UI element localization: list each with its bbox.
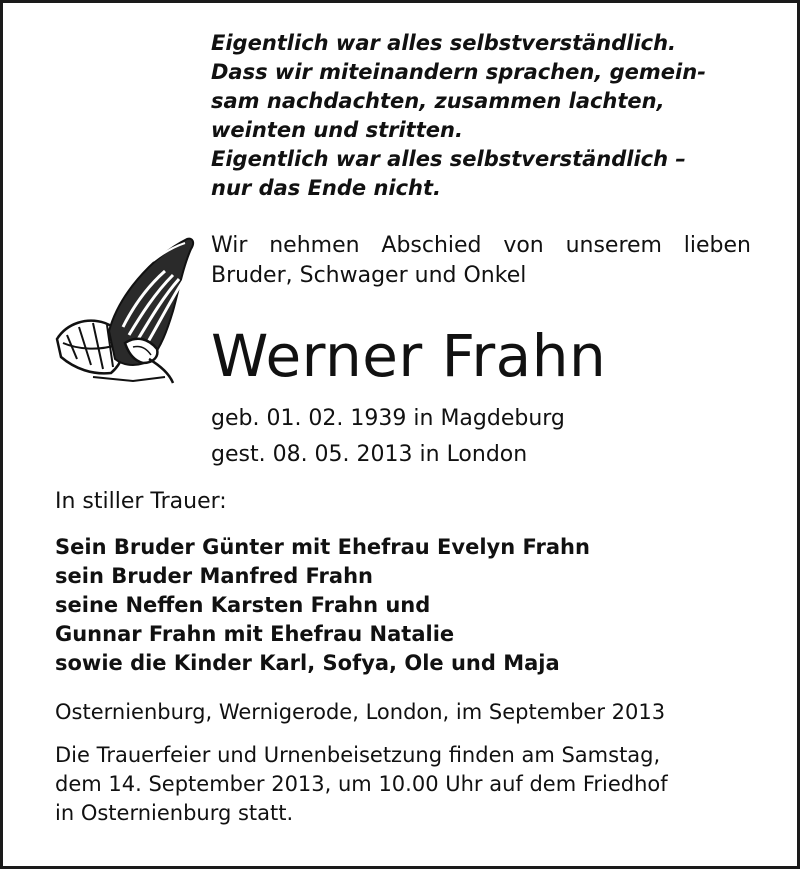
funeral-info	[55, 741, 755, 828]
funeral-line: Die Trauerfeier und Urnenbeisetzung finden am Samstag,	[55, 743, 661, 767]
poem-line: sam nachdachten, zusammen lachten,	[211, 89, 665, 113]
funeral-line: in Osternienburg statt.	[55, 801, 294, 825]
mourner-line: sowie die Kinder Karl, Sofya, Ole und Maja	[55, 651, 560, 675]
mourning-label: In stiller Trauer:	[55, 489, 227, 514]
praying-hands-icon	[53, 231, 203, 391]
place-date: Osternienburg, Wernigerode, London, im September 2013	[55, 700, 666, 724]
mourner-line: Gunnar Frahn mit Ehefrau Natalie	[55, 622, 455, 646]
life-dates	[211, 401, 565, 473]
mourner-line: seine Neffen Karsten Frahn und	[55, 593, 431, 617]
deceased-name: Werner Frahn	[211, 322, 607, 390]
poem-line: Dass wir miteinandern sprachen, gemein-	[211, 60, 706, 84]
mourner-line: sein Bruder Manfred Frahn	[55, 564, 373, 588]
poem-line: Eigentlich war alles selbstverständlich.	[211, 31, 677, 55]
poem-line: Eigentlich war alles selbstverständlich –	[211, 147, 686, 171]
mourner-line: Sein Bruder Günter mit Ehefrau Evelyn Frahn	[55, 535, 590, 559]
poem-line: nur das Ende nicht.	[211, 176, 442, 200]
mourners-list	[55, 533, 590, 678]
birth-date: geb. 01. 02. 1939 in Magdeburg	[211, 406, 565, 431]
poem	[211, 29, 771, 203]
funeral-line: dem 14. September 2013, um 10.00 Uhr auf dem Friedhof	[55, 772, 668, 796]
poem-line: weinten und stritten.	[211, 118, 463, 142]
death-date: gest. 08. 05. 2013 in London	[211, 442, 528, 467]
farewell-text: Wir nehmen Abschied von unserem lieben Bruder, Schwager und Onkel	[211, 233, 751, 288]
